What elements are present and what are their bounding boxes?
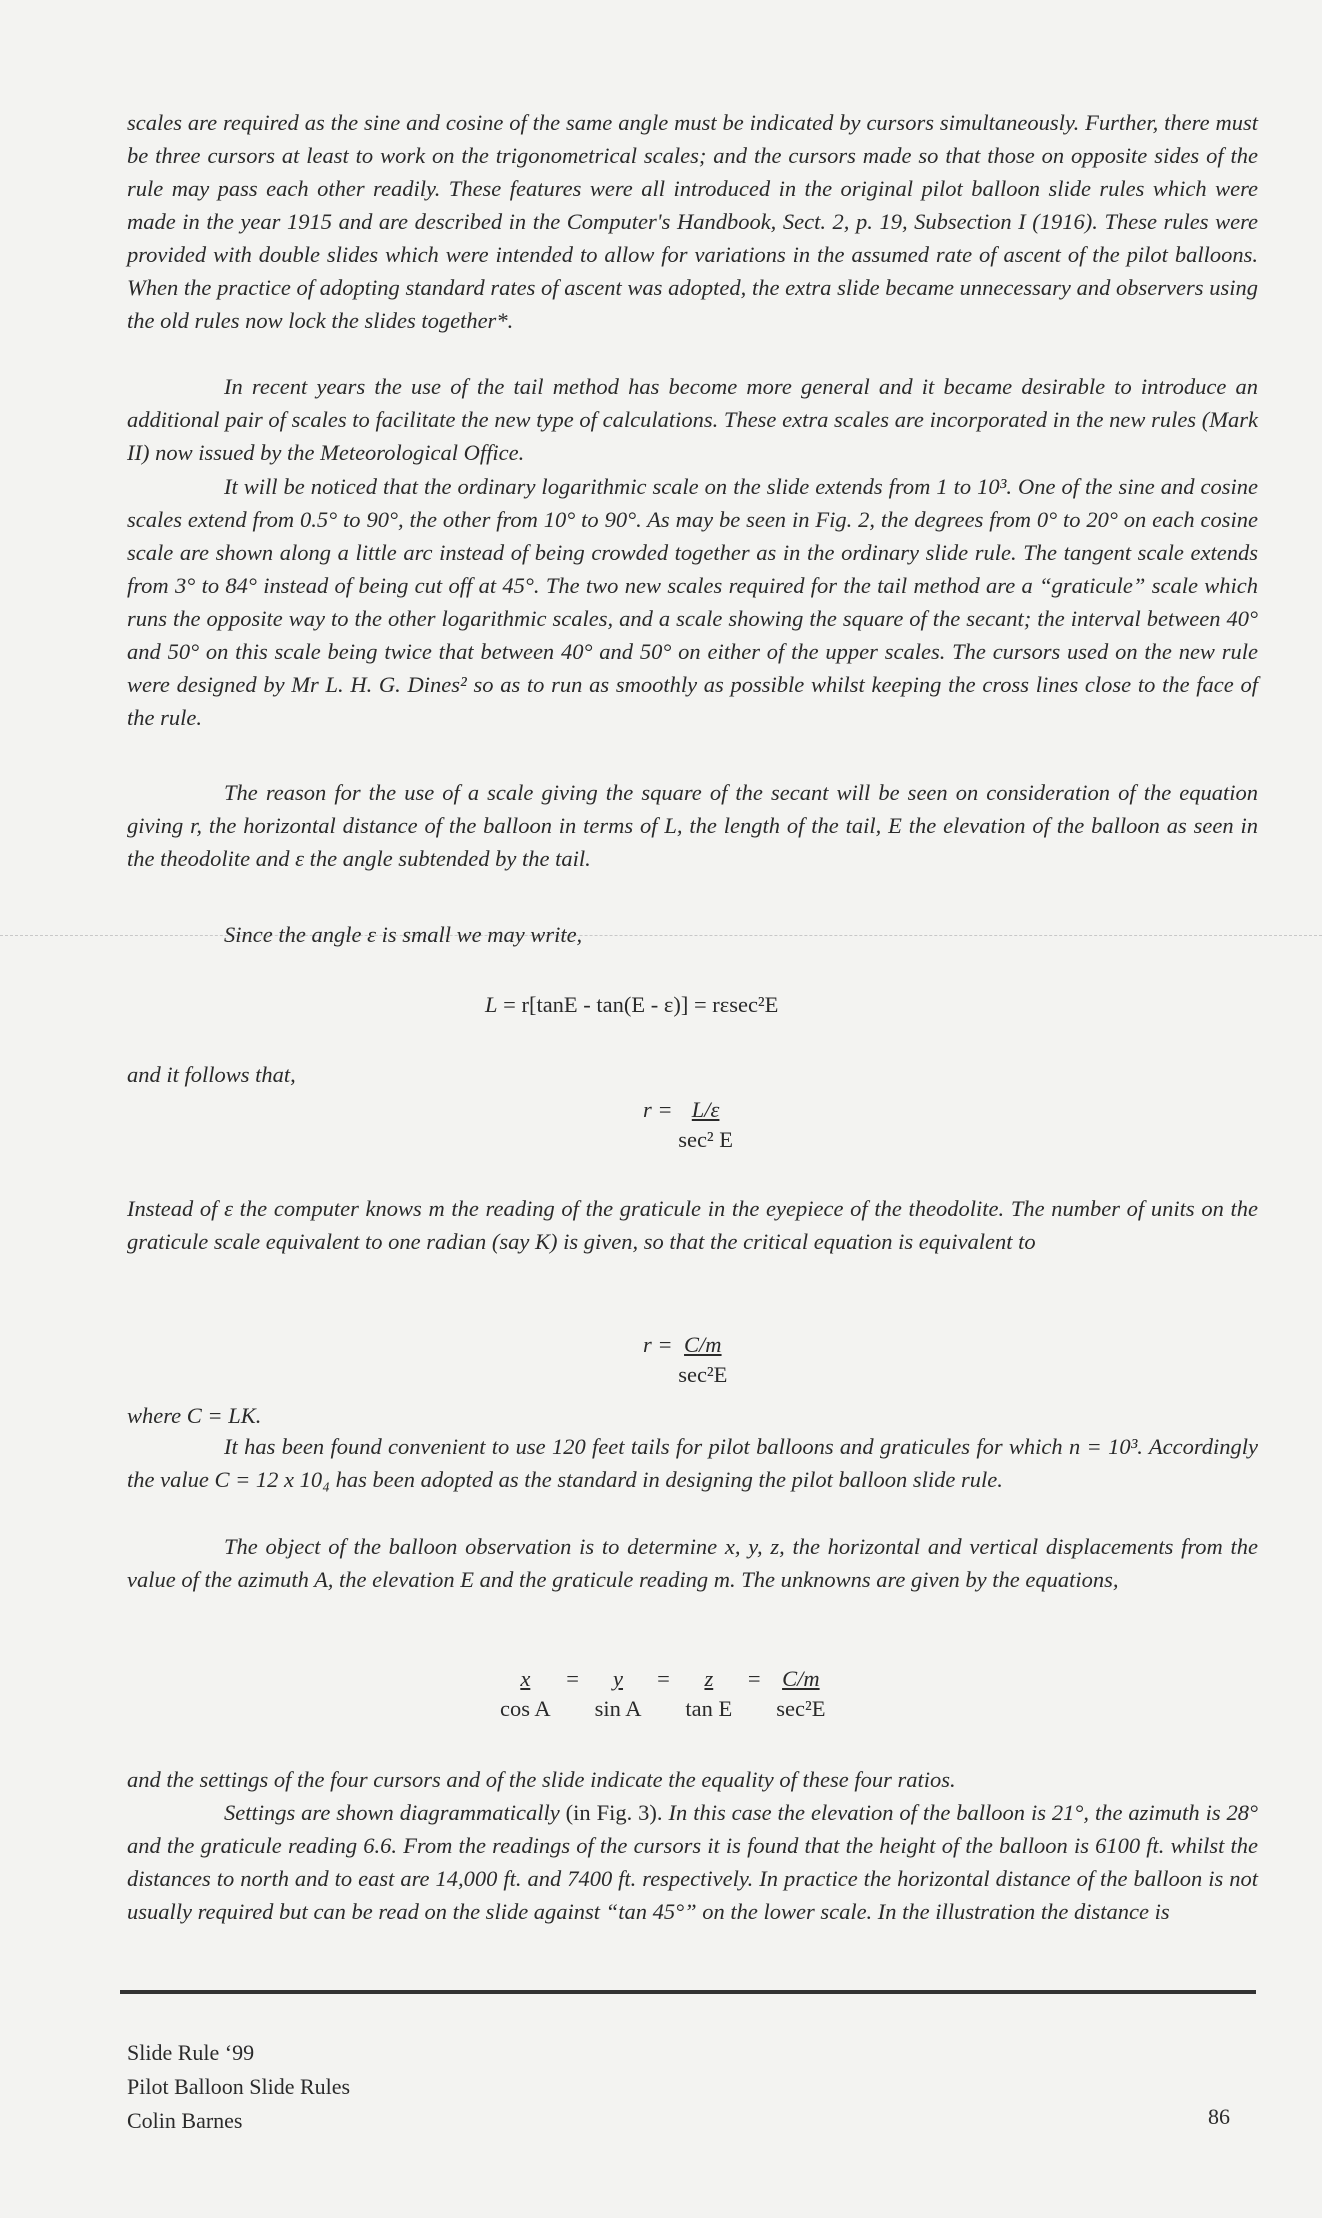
paragraph-2: In recent years the use of the tail method has become more general and it became desirable to introduce an additional pair of scales to facilitate the new type of calculations. These extra scales are incorporated in the new rules (Mark II) now issued by the Meteorological Office. xyxy=(127,374,1258,465)
eq4-term1-num: x xyxy=(520,1666,531,1691)
equation-tail-length xyxy=(485,990,778,1020)
eq1-lhs: L xyxy=(485,992,498,1017)
footer-line-1: Slide Rule ‘99 xyxy=(127,2040,255,2065)
equals-sign: = xyxy=(657,1666,670,1691)
paragraph-1: scales are required as the sine and cosine of the same angle must be indicated by cursors simultaneously. Further, there must be three cursors at least to work on the trigonometrical scales; and the cursors made so that those on opposite sides of the rule may pass each other readily. These features were all introduced in the original pilot balloon slide rules which were made in the year 1915 and are described in the Computer's Handbook, Sect. 2, p. 19, Subsection I (1916). These rules were provided with double slides which were intended to allow for variations in the assumed rate of ascent of the pilot balloons. When the practice of adopting standard rates of ascent was adopted, the extra slide became unnecessary and observers using the old rules now lock the slides together*. xyxy=(127,110,1258,333)
eq1-rhs: = r[tanE - tan(E - ε)] = rεsec²E xyxy=(497,992,779,1017)
paragraph-6: and it follows that, xyxy=(127,1062,296,1087)
footer-line-3: Colin Barnes xyxy=(127,2108,243,2133)
paragraph-10: The object of the balloon observation is to determine x, y, z, the horizontal and vertical displacements from the value of the azimuth A, the elevation E and the graticule reading m. The unknowns are given by the equations, xyxy=(127,1534,1258,1592)
eq2-lhs: r = xyxy=(643,1097,679,1122)
eq4-term4-den: sec²E xyxy=(776,1696,826,1721)
paragraph-3: It will be noticed that the ordinary logarithmic scale on the slide extends from 1 to 10³. One of the sine and cosine scales extend from 0.5° to 90°, the other from 10° to 90°. As may be seen in Fig. 2, the degrees from 0° to 20° on each cosine scale are shown along a little arc instead of being crowded together as in the ordinary slide rule. The tangent scale extends from 3° to 84° instead of being cut off at 45°. The two new scales required for the tail method are a “graticule” scale which runs the opposite way to the other logarithmic scales, and a scale showing the square of the secant; the interval between 40° and 50° on this scale being twice that between 40° and 50° on either of the upper scales. The cursors used on the new rule were designed by Mr L. H. G. Dines² so as to run as smoothly as possible whilst keeping the cross lines close to the face of the rule. xyxy=(127,474,1258,730)
eq2-numerator: L/ε xyxy=(691,1097,720,1122)
p12-figure-ref: (in Fig. 3). xyxy=(565,1800,663,1825)
p12-text-c: In this case the elevation of the balloon is 21°, the azimuth is 28° and the graticule reading 6.6. From the readings of the cursors it is found that the height of the balloon is 6100 ft. whilst the distances to north and to east are 14,000 ft. and 7400 ft. respectively. In practice the horizontal distance of the balloon is not usually required but can be read on the slide against “tan 45°” on the lower scale. In the illustration the distance is xyxy=(127,1800,1259,1924)
eq4-term4-num: C/m xyxy=(782,1666,820,1691)
eq4-term1-den: cos A xyxy=(500,1696,551,1721)
paragraph-7: Instead of ε the computer knows m the reading of the graticule in the eyepiece of the theodolite. The number of units on the graticule scale equivalent to one radian (say K) is given, so that the critical equation is equivalent to xyxy=(127,1196,1258,1254)
paragraph-8: where C = LK. xyxy=(127,1403,262,1428)
eq3-lhs: r = xyxy=(643,1332,679,1357)
paragraph-9: It has been found convenient to use 120 feet tails for pilot balloons and graticules for which n = 10³. Accordingly the value C = 12 x 10₄ has been adopted as the standard in designing the pilot balloon slide rule. xyxy=(127,1434,1258,1492)
eq4-term2-num: y xyxy=(613,1666,624,1691)
paragraph-12 xyxy=(127,1796,1258,1928)
eq3-numerator: C/m xyxy=(684,1332,722,1357)
equation-displacements xyxy=(490,1664,835,1724)
equation-r-graticule xyxy=(643,1330,737,1390)
eq4-term3-den: tan E xyxy=(685,1696,733,1721)
paragraph-5: Since the angle ε is small we may write, xyxy=(224,922,583,947)
paragraph-4: The reason for the use of a scale giving the square of the secant will be seen on consideration of the equation giving r, the horizontal distance of the balloon in terms of L, the length of the tail, E the elevation of the balloon as seen in the theodolite and ε the angle subtended by the tail. xyxy=(127,780,1258,871)
equation-r-epsilon xyxy=(643,1095,743,1155)
eq2-denominator: sec² E xyxy=(678,1127,734,1152)
equals-sign: = xyxy=(566,1666,579,1691)
paragraph-11: and the settings of the four cursors and of the slide indicate the equality of these four ratios. xyxy=(127,1767,956,1792)
eq4-term2-den: sin A xyxy=(594,1696,642,1721)
equals-sign: = xyxy=(747,1666,761,1691)
p12-text-a: Settings are shown diagrammatically xyxy=(224,1800,560,1825)
eq3-denominator: sec²E xyxy=(678,1362,728,1387)
eq4-term3-num: z xyxy=(704,1666,714,1691)
footer-line-2: Pilot Balloon Slide Rules xyxy=(127,2074,351,2099)
footer-divider xyxy=(120,1990,1256,1994)
page-number: 86 xyxy=(1208,2104,1230,2129)
